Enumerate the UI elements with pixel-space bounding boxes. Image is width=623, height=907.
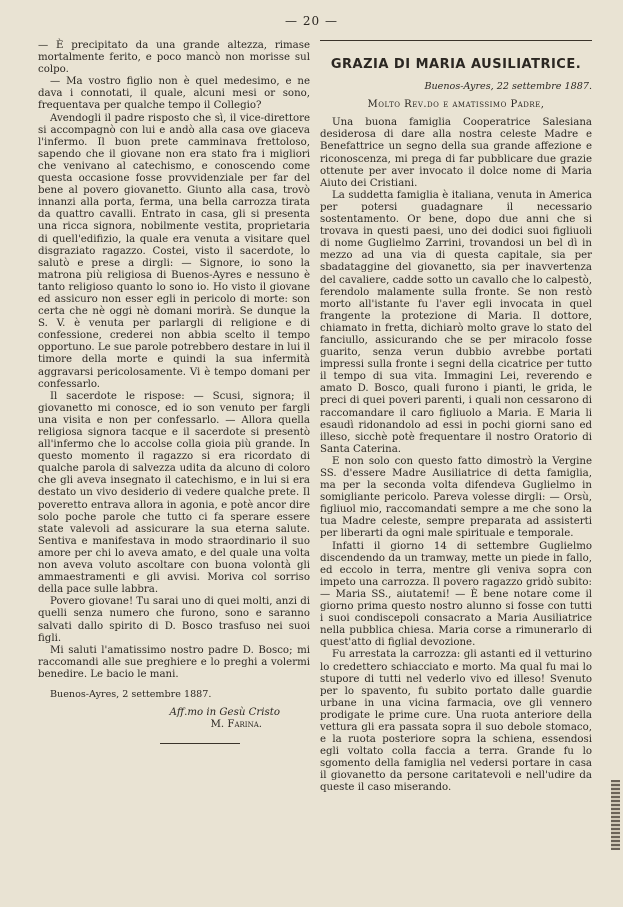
paragraph: Il sacerdote le rispose: — Scusi, signora; il giovanetto mi conosce, ed io son venuto per fargli una visita e non per confessarlo. — Allora quella religiosa signora tacque e il sacerdote si presentò all'infermo che lo accolse colla gioia più grande. In questo momento il ragazzo si era ricordato di qualche parola di salvezza udita da alcuno di coloro che gli aveva insegnato il catechismo, e in lui si era destato un vivo desiderio di vedere qualche prete. Il poveretto entrava allora in agonia, e potè ancor dire solo poche parole che tutto ci fa sperare essere state valevoli ad assicurare la sua eterna salute. Sentiva e manifestava in modo straordinario il suo amore per chi lo aveva amato, e del quale una volta non aveva voluto ascoltare con buona volontà gli ammaestramenti e gli avvisi. Moriva col sorriso della pace sulle labbra. [38,390,310,596]
divider [160,743,240,744]
paragraph: E non solo con questo fatto dimostrò la Vergine SS. d'essere Madre Ausiliatrice di detta famiglia, ma per la seconda volta difendeva Guglielmo in somigliante pericolo. Pareva volesse dirgli: — Orsù, figliuol mio, raccomandati sempre a me che sono la tua Madre celeste, sempre preparata ad assisterti per liberarti da ogni male spirituale e temporale. [320,455,592,540]
paragraph: Povero giovane! Tu sarai uno di quei molti, anzi di quelli senza numero che furono, sono e saranno salvati dallo spirito di D. Bosco trasfuso nei suoi figli. [38,596,310,644]
letter-salutation: Molto Rev.do e amatissimo Padre, [367,99,545,111]
paragraph: Una buona famiglia Cooperatrice Salesiana desiderosa di dare alla nostra celeste Madre e Benefattrice un segno della sua grande affezione e riconoscenza, mi prega di far pubblicare due grazie ottenute per aver invocato il dolce nome di Maria Aiuto dei Cristiani. [320,117,592,189]
divider [320,40,592,41]
scan-edge-mark [611,780,620,850]
left-column [38,40,310,744]
letter-closing: Aff.mo in Gesù Cristo [169,707,280,719]
paragraph: Fu arrestata la carrozza: gli astanti ed il vetturino lo credettero schiacciato e morto. Ma qual fu mai lo stupore di tutti nel vederlo vivo ed illeso! Svenuto per lo spavento, fu subito portato dalle guardie urbane in una vicina farmacia, ove gli vennero prodigate le prime cure. Una ruota anteriore della vettura gli era passata sopra il suo debole stomaco, e la ruota posteriore sopra la schiena, essendosi egli voltato colla faccia a terra. Grande fu lo sgomento della famiglia nel vedersi portare in casa il giovanetto da persone caritatevoli e nell'udire da queste il caso miserando. [320,649,592,794]
paragraph: La suddetta famiglia è italiana, venuta in America per potersi guadagnare il necessario sostentamento. Or bene, dopo due anni che si trovava in questi paesi, uno dei dodici suoi figliuoli di nome Guglielmo Zarrini, trovandosi un bel dì in mezzo ad una via di questa capitale, sia per sbadataggine del giovanetto, sia per inavvertenza del cavaliere, cadde sotto un cavallo che lo calpestò, ferendolo malamente sulla fronte. Se non restò morto all'istante fu l'aver egli invocata in quel frangente la protezione di Maria. Il dottore, chiamato in fretta, dichiarò molto grave lo stato del fanciullo, assicurando che se per miracolo fosse guarito, senza verun dubbio avrebbe portati impressi sulla fronte i segni della cicatrice per tutto il tempo di sua vita. Immagini Lei, reverendo e amato D. Bosco, quali furono i pianti, le grida, le preci di quei poveri parenti, i quali non cessarono di raccomandare il caro figliuolo a Maria. E Maria li esaudì ridonandolo ad essi in pochi giorni sano ed illeso, sicchè potè frequentare il nostro Oratorio di Santa Caterina. [320,189,592,455]
paragraph: — Ma vostro figlio non è quel medesimo, e ne dava i connotati, il quale, alcuni mesi or sono, frequentava per qualche tempo il Collegio? [38,76,310,112]
page-number: — 20 — [285,14,338,28]
paragraph: — È precipitato da una grande altezza, rimase mortalmente ferito, e poco mancò non morisse sul colpo. [38,40,310,76]
section-title: GRAZIA DI MARIA AUSILIATRICE. [330,57,582,72]
paragraph: Mi saluti l'amatissimo nostro padre D. Bosco; mi raccomandi alle sue preghiere e lo preghi a volermi benedire. Le bacio le mani. [38,644,310,680]
letter-dateline: Buenos-Ayres, 22 settembre 1887. [424,81,592,93]
paragraph: Infatti il giorno 14 di settembre Guglielmo discendendo da un tramway, mette un piede in fallo, ed eccolo in terra, mentre gli veniva sopra con impeto una carrozza. Il povero ragazzo gridò subito: — Maria SS., aiutatemi! — È bene notare come il giorno prima questo nostro alunno si fosse con tutti i suoi condiscepoli consacrato a Maria Ausiliatrice nella pubblica chiesa. Maria corse a rimunerarlo di quest'atto di figlial devozione. [320,540,592,649]
paragraph: Avendogli il padre risposto che sì, il vice-direttore si accompagnò con lui e andò alla casa ove giaceva l'infermo. Il buon prete camminava frettoloso, sapendo che il giovane non era stato fra i migliori che venivano al catechismo, e conoscendo come questa occasione fosse provvidenziale per far del bene al povero giovanetto. Giunto alla casa, trovò innanzi alla porta, ferma, una bella carrozza tirata da quattro cavalli. Entrato in casa, gli si presenta una ricca signora, nobilmente vestita, proprietaria di quell'edifizio, la quale era venuta a visitare quel disgraziato ragazzo. Costei, visto il sacerdote, lo salutò e prese a dirgli: — Signore, io sono la matrona più religiosa di Buenos-Ayres e nessuno è tanto religioso quanto lo sono io. Ho visto il giovane ed assicuro non esser egli in pericolo di morte: son certa che nè oggi nè domani morirà. Se dunque la S. V. è venuta per parlargli di religione e di confessione, crederei non abbia scelto il tempo opportuno. Le sue parole potrebbero destare in lui il timore della morte e quindi la sua infermità aggravarsi pericolosamente. Vi è tempo domani per confessarlo. [38,112,310,390]
letter-signature: M. Farina. [210,719,262,731]
letter-dateline: Buenos-Ayres, 2 settembre 1887. [50,688,212,700]
right-column [320,40,592,795]
